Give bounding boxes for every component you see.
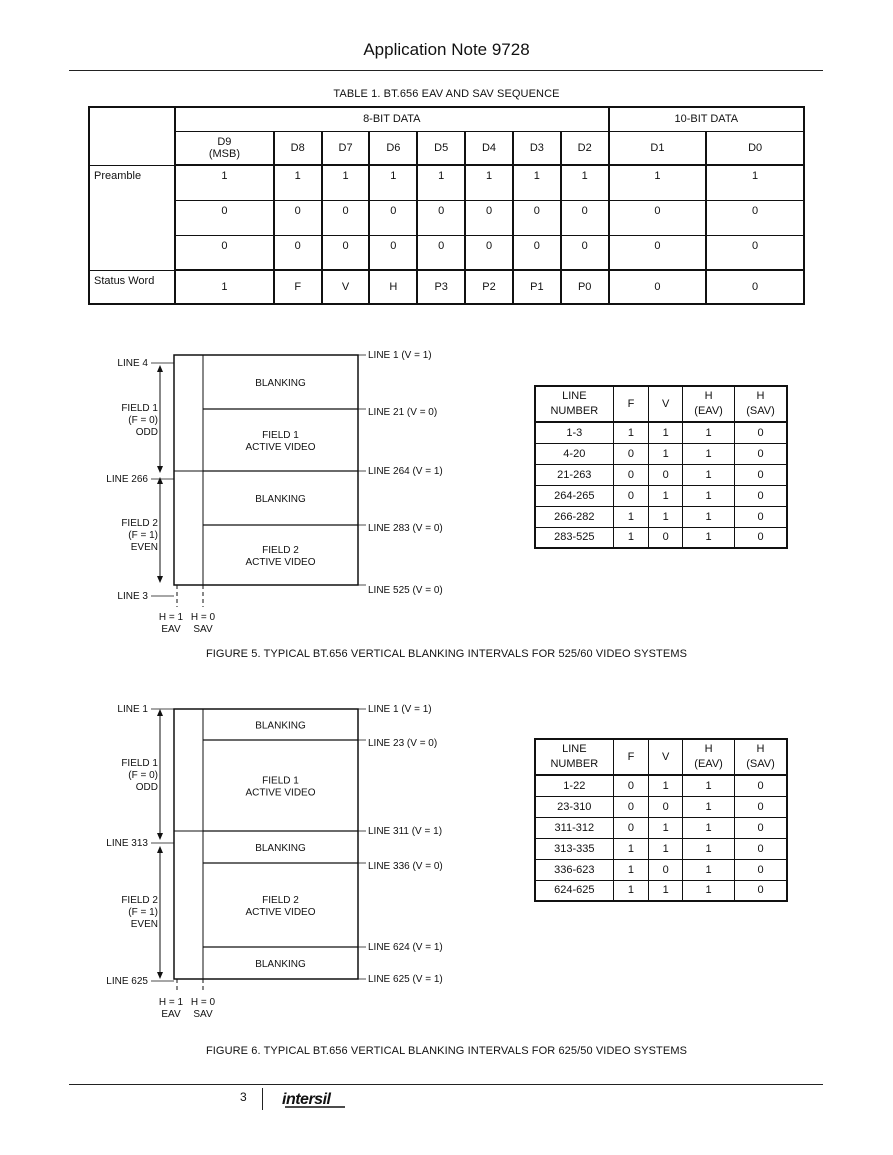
fig5-right-label: LINE 283 (V = 0) <box>368 523 443 534</box>
footer-divider <box>262 1088 263 1110</box>
fig6-right-label: LINE 625 (V = 1) <box>368 974 443 985</box>
figure5-table-row <box>535 464 787 485</box>
fig5-field1-label: ODD <box>135 427 158 438</box>
figure6-table-row <box>535 880 787 901</box>
figure6-table-cell: 1 <box>613 880 649 901</box>
table1-caption: TABLE 1. BT.656 EAV AND SAV SEQUENCE <box>333 88 560 100</box>
figure5-table-row <box>535 527 787 548</box>
figure5-table-cell: 0 <box>735 527 787 548</box>
fig5-line-mid-label: LINE 266 <box>106 474 148 485</box>
fig5-block-label: FIELD 1 <box>262 430 299 441</box>
fig6-right-label: LINE 624 (V = 1) <box>368 942 443 953</box>
table1-cell: 0 <box>561 235 609 270</box>
figure5-table-cell: 0 <box>613 464 649 485</box>
figure6-caption: FIGURE 6. TYPICAL BT.656 VERTICAL BLANKING INTERVALS FOR 625/50 VIDEO SYSTEMS <box>205 1045 688 1057</box>
figure5-table-cell: 21-263 <box>535 464 613 485</box>
fig5-eav-label: H = 1 <box>158 612 184 623</box>
table1-cell: 0 <box>465 200 513 235</box>
fig6-right-label: LINE 23 (V = 0) <box>368 738 438 749</box>
fig6-line-top-label: LINE 1 <box>117 704 148 715</box>
fig6-block-label: FIELD 2 <box>262 895 299 906</box>
figure6-table-header-row <box>535 739 787 775</box>
figure5-table-cell: 0 <box>613 485 649 506</box>
fig5-field1-label: FIELD 1 <box>121 403 158 414</box>
figure5-table-cell: 0 <box>649 527 683 548</box>
table1-cell: 1 <box>513 165 561 200</box>
table1-cell: 0 <box>706 235 804 270</box>
table1-cell: F <box>274 270 322 304</box>
page-number: 3 <box>240 1090 247 1104</box>
figure6-table-cell: 1 <box>683 859 735 880</box>
figure5-table-col-header: LINE NUMBER <box>535 386 613 422</box>
fig5-sav-label: H = 0 <box>190 612 216 623</box>
fig6-block-label: ACTIVE VIDEO <box>245 787 316 799</box>
table1-col-header: D3 <box>513 131 561 165</box>
figure6-table-col-header: LINE NUMBER <box>535 739 613 775</box>
fig5-right-label: LINE 525 (V = 0) <box>368 585 443 596</box>
fig6-block-label: BLANKING <box>255 959 306 970</box>
figure6-table-col-header: H (EAV) <box>683 739 735 775</box>
table1-cell: 1 <box>465 165 513 200</box>
figure6-table-cell: 0 <box>735 817 787 838</box>
table1-eav-sav-sequence <box>88 106 805 305</box>
table1-cell: 1 <box>175 165 274 200</box>
figure6-table-cell: 1 <box>649 880 683 901</box>
table1-group-10bit: 10-BIT DATA <box>609 107 804 131</box>
figure5-table-cell: 1 <box>683 443 735 464</box>
figure5-diagram <box>95 345 465 640</box>
fig5-right-label: LINE 264 (V = 1) <box>368 466 443 477</box>
table1-cell: 0 <box>513 200 561 235</box>
intersil-logo <box>281 1089 347 1114</box>
footer-rule <box>69 1084 823 1085</box>
fig5-block-label: BLANKING <box>255 378 306 389</box>
table1-cell: 0 <box>609 270 707 304</box>
figure5-table-cell: 1 <box>613 422 649 443</box>
fig6-sav-label: SAV <box>193 1009 213 1020</box>
fig5-field2-label: EVEN <box>130 542 158 553</box>
fig6-right-label: LINE 336 (V = 0) <box>368 861 443 872</box>
table1-col-header: D5 <box>417 131 465 165</box>
figure6-table-cell: 23-310 <box>535 796 613 817</box>
table1-col-header: D2 <box>561 131 609 165</box>
header-rule <box>69 70 823 71</box>
fig6-field1-label: FIELD 1 <box>121 758 158 769</box>
figure6-table-cell: 1 <box>683 796 735 817</box>
figure6-table-row <box>535 796 787 817</box>
figure6-table-row <box>535 859 787 880</box>
table1-cell: 0 <box>322 200 370 235</box>
table1-cell: P3 <box>417 270 465 304</box>
figure5-table-cell: 1 <box>683 485 735 506</box>
figure5-table-cell: 1-3 <box>535 422 613 443</box>
table1-row <box>89 270 804 304</box>
figure5-table-cell: 1 <box>683 464 735 485</box>
figure6-table-cell: 0 <box>613 796 649 817</box>
figure6-table-cell: 0 <box>649 796 683 817</box>
figure6-table-cell: 1-22 <box>535 775 613 796</box>
table1-row <box>89 165 804 200</box>
table1-cell: 0 <box>706 200 804 235</box>
figure5-caption: FIGURE 5. TYPICAL BT.656 VERTICAL BLANKING INTERVALS FOR 525/60 VIDEO SYSTEMS <box>205 648 688 660</box>
fig6-field1-label: (F = 0) <box>128 770 158 781</box>
table1-cell: V <box>322 270 370 304</box>
figure6-table-cell: 311-312 <box>535 817 613 838</box>
figure5-table-cell: 1 <box>649 443 683 464</box>
fig5-line-top-label: LINE 4 <box>117 358 148 369</box>
fig5-right-label: LINE 21 (V = 0) <box>368 407 438 418</box>
figure5-table-cell: 264-265 <box>535 485 613 506</box>
table1-cell: 0 <box>561 200 609 235</box>
table1-cell: 1 <box>417 165 465 200</box>
table1-cell: H <box>369 270 417 304</box>
figure6-table-cell: 1 <box>683 838 735 859</box>
fig5-field1-label: (F = 0) <box>128 415 158 426</box>
figure5-table-cell: 1 <box>683 506 735 527</box>
table1-cell: 0 <box>609 235 707 270</box>
figure5-table-cell: 0 <box>735 506 787 527</box>
fig6-right-label: LINE 1 (V = 1) <box>368 704 432 715</box>
figure6-table-cell: 0 <box>613 817 649 838</box>
table1-row-label: Preamble <box>89 165 175 270</box>
figure6-table-cell: 313-335 <box>535 838 613 859</box>
table1-row <box>89 235 804 270</box>
fig6-eav-label: H = 1 <box>158 997 184 1008</box>
figure5-table-row <box>535 485 787 506</box>
figure5-table-cell: 1 <box>649 422 683 443</box>
table1-group-8bit: 8-BIT DATA <box>175 107 609 131</box>
table1-cell: 1 <box>706 165 804 200</box>
figure5-line-table <box>534 385 788 549</box>
fig6-field2-label: FIELD 2 <box>121 895 158 906</box>
figure6-table-cell: 1 <box>649 838 683 859</box>
figure6-table-cell: 1 <box>613 859 649 880</box>
figure6-diagram <box>95 700 465 1030</box>
fig6-eav-label: EAV <box>161 1009 181 1020</box>
figure6-table-col-header: H (SAV) <box>735 739 787 775</box>
figure6-table-cell: 336-623 <box>535 859 613 880</box>
fig6-line-mid-label: LINE 313 <box>106 838 148 849</box>
table1-col-header: D8 <box>274 131 322 165</box>
figure5-table-cell: 266-282 <box>535 506 613 527</box>
figure6-table-cell: 1 <box>683 880 735 901</box>
fig6-field1-label: ODD <box>135 782 158 793</box>
figure6-table-cell: 624-625 <box>535 880 613 901</box>
table1-cell: 0 <box>417 200 465 235</box>
fig6-line-bottom-label: LINE 625 <box>106 976 148 987</box>
figure5-table-col-header: F <box>613 386 649 422</box>
intersil-logo-mark <box>281 1089 347 1109</box>
figure6-table-cell: 1 <box>649 817 683 838</box>
table1-cell: 0 <box>465 235 513 270</box>
figure6-table-row <box>535 817 787 838</box>
figure5-table-cell: 1 <box>649 485 683 506</box>
figure6-table-cell: 0 <box>735 796 787 817</box>
page-header-title: Application Note 9728 <box>363 40 530 59</box>
figure6-table-cell: 1 <box>649 775 683 796</box>
figure6-table-cell: 0 <box>613 775 649 796</box>
table1-cell: P0 <box>561 270 609 304</box>
figure5-table-cell: 1 <box>649 506 683 527</box>
figure6-table-cell: 0 <box>735 775 787 796</box>
figure6-table-cell: 0 <box>735 880 787 901</box>
figure6-table-col-header: V <box>649 739 683 775</box>
figure6-table-cell: 1 <box>683 775 735 796</box>
figure5-table-col-header: V <box>649 386 683 422</box>
table1-row-label: Status Word <box>89 270 175 304</box>
fig5-right-label: LINE 1 (V = 1) <box>368 350 432 361</box>
table1-cell: 0 <box>609 200 707 235</box>
figure5-table-cell: 1 <box>613 506 649 527</box>
figure6-table-cell: 1 <box>613 838 649 859</box>
svg-text:intersil: intersil <box>282 1091 331 1108</box>
table1-cell: 0 <box>417 235 465 270</box>
figure5-table-row <box>535 422 787 443</box>
table1-cell: 1 <box>609 165 707 200</box>
fig5-block-label: ACTIVE VIDEO <box>245 442 316 453</box>
table1-col-header: D7 <box>322 131 370 165</box>
figure6-table-col-header: F <box>613 739 649 775</box>
fig6-sav-label: H = 0 <box>190 997 216 1008</box>
figure6-table-cell: 0 <box>649 859 683 880</box>
table1-cell: 1 <box>322 165 370 200</box>
figure6-line-table <box>534 738 788 902</box>
figure6-table-cell: 0 <box>735 859 787 880</box>
figure5-table-col-header: H (SAV) <box>735 386 787 422</box>
fig5-eav-label: EAV <box>161 624 181 635</box>
table1-cell: 0 <box>706 270 804 304</box>
fig5-block-label: BLANKING <box>255 494 306 505</box>
fig6-block-label: BLANKING <box>255 843 306 854</box>
table1-col-header: D0 <box>706 131 804 165</box>
table1-cell: 0 <box>369 200 417 235</box>
table1-cell: 1 <box>561 165 609 200</box>
figure5-table-cell: 4-20 <box>535 443 613 464</box>
table1-cell: P2 <box>465 270 513 304</box>
table1-col-header: D1 <box>609 131 707 165</box>
figure5-table-cell: 0 <box>735 485 787 506</box>
figure5-table-cell: 1 <box>683 527 735 548</box>
table1-cell: 0 <box>175 200 274 235</box>
fig5-field2-label: (F = 1) <box>128 530 158 541</box>
figure5-table-cell: 1 <box>683 422 735 443</box>
table1-cell: P1 <box>513 270 561 304</box>
figure5-table-cell: 0 <box>735 464 787 485</box>
fig5-sav-label: SAV <box>193 624 213 635</box>
fig6-block-label: FIELD 1 <box>262 775 299 787</box>
fig6-field2-label: EVEN <box>130 919 158 930</box>
table1-col-header: D6 <box>369 131 417 165</box>
table1-col-header: D9 (MSB) <box>175 131 274 165</box>
fig5-line-bottom-label: LINE 3 <box>117 591 148 602</box>
figure5-table-cell: 283-525 <box>535 527 613 548</box>
figure5-table-cell: 0 <box>613 443 649 464</box>
figure6-table-row <box>535 775 787 796</box>
figure6-table-row <box>535 838 787 859</box>
figure5-table-col-header: H (EAV) <box>683 386 735 422</box>
table1-cell: 0 <box>274 235 322 270</box>
figure5-table-cell: 0 <box>735 422 787 443</box>
figure5-table-header-row <box>535 386 787 422</box>
table1-cell: 0 <box>322 235 370 270</box>
table1-cell: 1 <box>369 165 417 200</box>
figure5-table-cell: 1 <box>613 527 649 548</box>
table1-cell: 1 <box>175 270 274 304</box>
fig6-block-label: BLANKING <box>255 720 306 732</box>
fig6-block-label: ACTIVE VIDEO <box>245 907 316 918</box>
figure6-table-cell: 1 <box>683 817 735 838</box>
table1-cell: 0 <box>274 200 322 235</box>
fig5-field2-label: FIELD 2 <box>121 518 158 529</box>
fig6-field2-label: (F = 1) <box>128 907 158 918</box>
table1-col-header: D4 <box>465 131 513 165</box>
figure5-table-row <box>535 506 787 527</box>
table1-cell: 0 <box>175 235 274 270</box>
table1-row <box>89 200 804 235</box>
table1-corner-cell <box>89 107 175 165</box>
table1-cell: 0 <box>513 235 561 270</box>
figure5-table-cell: 0 <box>735 443 787 464</box>
fig6-right-label: LINE 311 (V = 1) <box>368 826 443 837</box>
figure5-table-cell: 0 <box>649 464 683 485</box>
fig5-block-label: FIELD 2 <box>262 545 299 556</box>
figure5-table-row <box>535 443 787 464</box>
table1-cell: 0 <box>369 235 417 270</box>
figure6-table-cell: 0 <box>735 838 787 859</box>
fig5-block-label: ACTIVE VIDEO <box>245 557 316 568</box>
table1-cell: 1 <box>274 165 322 200</box>
